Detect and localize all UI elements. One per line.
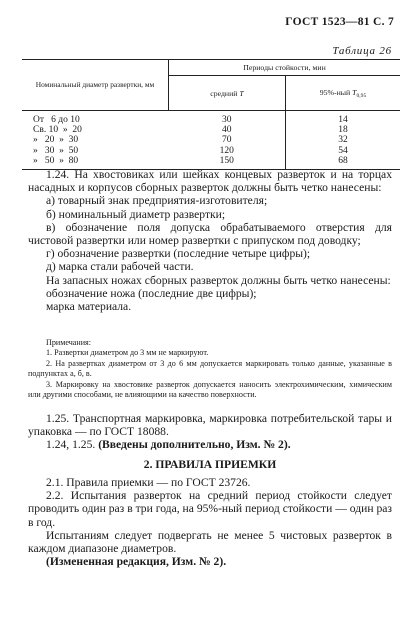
- body-text-3: [28, 476, 392, 568]
- paragraph-1-24: 1.24. На хвостовиках или шейках концевых разверток и на торцах насадных и корпусов сборных разверток должны быть четко нанесены:: [28, 168, 392, 195]
- list-item-b: б) номинальный диаметр развертки;: [46, 207, 226, 221]
- knife-item-2: марка материала.: [46, 300, 132, 314]
- group-header-durability: Периоды стойкости, мин: [169, 60, 401, 76]
- body-text-2: [28, 412, 392, 452]
- list-item-a: а) товарный знак предприятия-изготовителя;: [46, 194, 268, 208]
- subscript-095: 0,95: [356, 92, 367, 99]
- table-row: [22, 135, 400, 145]
- paragraph-knives: На запасных ножах сборных разверток должны быть четко нанесены:: [46, 273, 391, 287]
- notes-title: Примечания:: [46, 338, 92, 347]
- cell-p95-durability: 18: [286, 125, 401, 135]
- list-item-d: д) марка стали рабочей части.: [46, 260, 194, 274]
- cell-diameter-range: » 50 » 80: [22, 156, 169, 170]
- paragraph-2-1: 2.1. Правила приемки — по ГОСТ 23726.: [46, 476, 251, 489]
- cell-p95-durability: 54: [286, 146, 401, 156]
- page-header: ГОСТ 1523—81 С. 7: [285, 16, 394, 28]
- table-row: [22, 146, 400, 156]
- cell-diameter-range: Св. 10 » 20: [33, 125, 82, 136]
- cell-mean-durability: 150: [169, 156, 286, 170]
- table-row: [22, 111, 400, 126]
- paragraph-2-2: 2.2. Испытания разверток на средний период стойкости следует проводить один раз в три года, на 95%-ный период стойкости — один раз в год.: [28, 489, 392, 529]
- symbol-t095: T: [352, 87, 357, 97]
- cell-mean-durability: 70: [222, 135, 232, 146]
- symbol-t: T: [239, 88, 244, 98]
- note-1: 1. Развертки диаметром до 3 мм не маркируют.: [46, 348, 209, 358]
- revision-note: (Измененная редакция, Изм. № 2).: [46, 555, 227, 569]
- section-title: 2. ПРАВИЛА ПРИЕМКИ: [143, 458, 277, 471]
- amendment-note: 1.24, 1.25. (Введены дополнительно, Изм. № 2).: [46, 438, 291, 452]
- cell-mean-durability: 120: [219, 145, 234, 156]
- list-item-g: г) обозначение развертки (последние четыре цифры);: [46, 247, 311, 261]
- table-label: Таблица 26: [332, 45, 392, 57]
- col-header-mean: средний T: [169, 76, 286, 111]
- amendment-bold: (Введены дополнительно, Изм. № 2).: [98, 438, 291, 452]
- notes-block: [28, 338, 392, 400]
- cell-diameter-range: » 20 » 30: [33, 135, 79, 146]
- paragraph-testing: Испытаниям следует подвергать не менее 5 чистовых разверток в каждом диапазоне диаметров.: [28, 528, 392, 556]
- col-header-diameter: Номинальный диаметр развертки, мм: [22, 60, 169, 111]
- cell-diameter-range: » 30 » 50: [33, 145, 79, 156]
- col-header-p95: 95%-ный $T_{0,95}$: [286, 76, 401, 111]
- cell-diameter-range: От 6 до 10: [33, 115, 80, 125]
- durability-table: [22, 59, 400, 170]
- note-3: 3. Маркировку на хвостовике разверток допускается наносить электрохимическим, химическим или другими способами, не влияющими на качество поверхности.: [28, 379, 392, 400]
- table-row: [22, 125, 400, 135]
- note-2: 2. На развертках диаметром от 3 до 6 мм допускается маркировать только данные, указанные в подпунктах а, б, в.: [28, 358, 392, 379]
- body-text: [28, 168, 392, 313]
- cell-p95-durability: 68: [286, 156, 401, 170]
- paragraph-1-25: 1.25. Транспортная маркировка, маркировка потребительской тары и упаковка — по ГОСТ 18088.: [28, 412, 392, 439]
- knife-item-1: обозначение ножа (последние две цифры);: [46, 286, 257, 300]
- list-item-v: в) обозначение поля допуска обрабатываемого отверстия для чистовой развертки или номер развертки с припуском под доводку;: [28, 220, 392, 248]
- cell-p95-durability: 14: [286, 111, 401, 126]
- cell-mean-durability: 30: [222, 115, 232, 125]
- cell-mean-durability: 40: [222, 125, 232, 136]
- cell-p95-durability: 32: [286, 135, 401, 145]
